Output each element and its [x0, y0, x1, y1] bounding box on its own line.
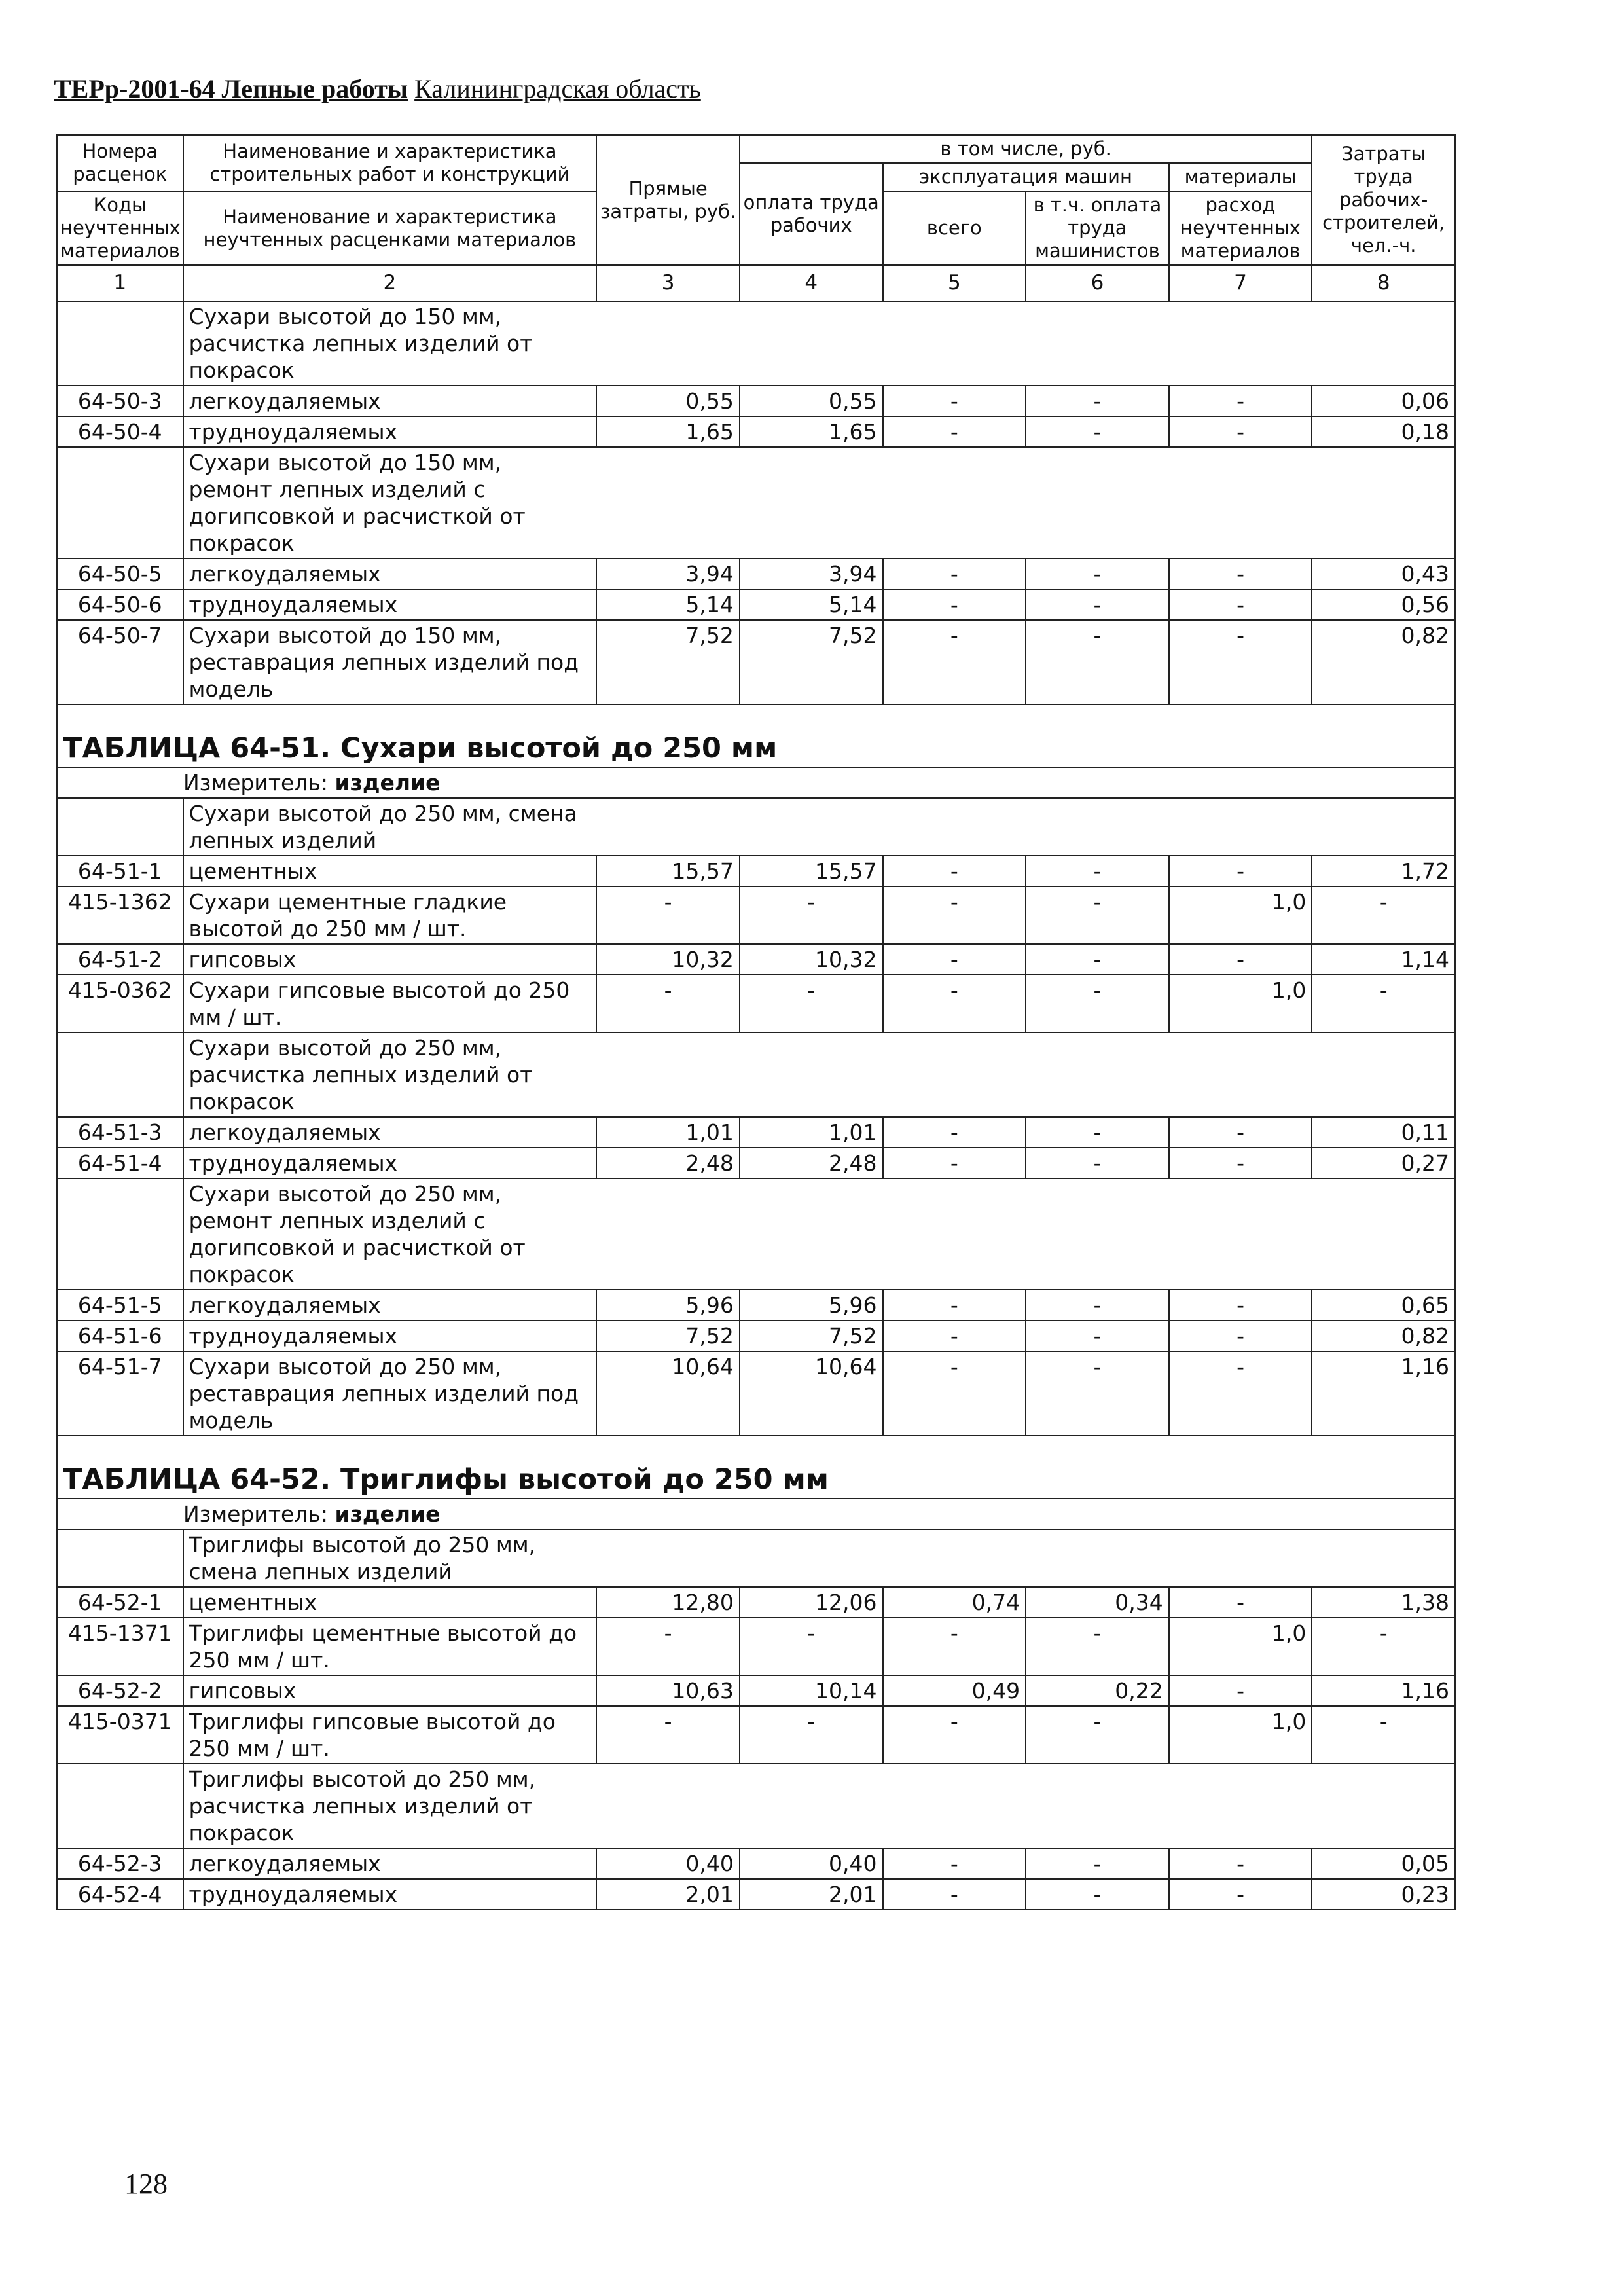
material-consumption: 1,0	[1169, 886, 1312, 944]
col-header-machines: эксплуатация машин	[883, 163, 1169, 191]
material-consumption: -	[1169, 1148, 1312, 1178]
col-header-direct-costs: Прямые затраты, руб.	[596, 135, 740, 265]
labor-costs: -	[1312, 886, 1455, 944]
direct-costs: 1,65	[596, 416, 740, 447]
rate-code: 64-50-6	[57, 589, 183, 620]
table-row	[57, 620, 1455, 704]
work-name: гипсовых	[183, 944, 597, 975]
rate-code: 64-51-6	[57, 1321, 183, 1351]
material-consumption: -	[1169, 386, 1312, 416]
wages: 1,65	[740, 416, 883, 447]
operator-wages: -	[1026, 856, 1169, 886]
group-header-row	[57, 1764, 1455, 1848]
group-header-row	[57, 1178, 1455, 1290]
material-consumption: -	[1169, 1351, 1312, 1436]
machines-total: -	[883, 1879, 1026, 1910]
wages: 5,96	[740, 1290, 883, 1321]
material-consumption: -	[1169, 1587, 1312, 1618]
labor-costs: 0,43	[1312, 558, 1455, 589]
measure-value: изделие	[334, 1501, 441, 1527]
direct-costs: 7,52	[596, 620, 740, 704]
wages: 10,64	[740, 1351, 883, 1436]
column-number: 4	[740, 265, 883, 301]
measure-row	[57, 767, 1455, 798]
table-row	[57, 1117, 1455, 1148]
col-header-rate-numbers: Номера расценок	[57, 135, 183, 191]
wages: 2,48	[740, 1148, 883, 1178]
labor-costs: -	[1312, 1618, 1455, 1675]
table-row	[57, 1351, 1455, 1436]
material-consumption: 1,0	[1169, 1706, 1312, 1764]
labor-costs: 0,82	[1312, 620, 1455, 704]
direct-costs: 5,14	[596, 589, 740, 620]
labor-costs: 0,27	[1312, 1148, 1455, 1178]
labor-costs: 0,18	[1312, 416, 1455, 447]
operator-wages: -	[1026, 1148, 1169, 1178]
operator-wages: -	[1026, 1706, 1169, 1764]
region-name: Калининградская область	[414, 74, 701, 103]
direct-costs: 2,48	[596, 1148, 740, 1178]
direct-costs: 3,94	[596, 558, 740, 589]
operator-wages: 0,22	[1026, 1675, 1169, 1706]
machines-total: -	[883, 1351, 1026, 1436]
material-name: Сухари гипсовые высотой до 250 мм / шт.	[183, 975, 597, 1032]
machines-total: -	[883, 975, 1026, 1032]
labor-costs: 0,65	[1312, 1290, 1455, 1321]
machines-total: -	[883, 558, 1026, 589]
operator-wages: -	[1026, 1351, 1169, 1436]
document-header	[54, 73, 701, 104]
labor-costs: 0,05	[1312, 1848, 1455, 1879]
wages: 3,94	[740, 558, 883, 589]
material-name: Сухари цементные гладкие высотой до 250 мм / шт.	[183, 886, 597, 944]
work-name: легкоудаляемых	[183, 558, 597, 589]
machines-total: -	[883, 589, 1026, 620]
table-title-64-51: ТАБЛИЦА 64-51. Сухари высотой до 250 мм	[57, 704, 1455, 767]
material-consumption: -	[1169, 1879, 1312, 1910]
direct-costs: -	[596, 886, 740, 944]
work-name: трудноудаляемых	[183, 1148, 597, 1178]
group-title: Триглифы высотой до 250 мм, расчистка лепных изделий от покрасок	[183, 1764, 597, 1848]
labor-costs: 0,23	[1312, 1879, 1455, 1910]
work-name: легкоудаляемых	[183, 1290, 597, 1321]
direct-costs: 5,96	[596, 1290, 740, 1321]
work-name: Сухари высотой до 150 мм, реставрация лепных изделий под модель	[183, 620, 597, 704]
operator-wages: -	[1026, 416, 1169, 447]
work-name: гипсовых	[183, 1675, 597, 1706]
labor-costs: 0,82	[1312, 1321, 1455, 1351]
machines-total: -	[883, 1290, 1026, 1321]
direct-costs: 1,01	[596, 1117, 740, 1148]
group-title: Сухари высотой до 150 мм, ремонт лепных изделий с догипсовкой и расчисткой от покрасок	[183, 447, 597, 558]
measure-row	[57, 1499, 1455, 1529]
direct-costs: 10,64	[596, 1351, 740, 1436]
material-code: 415-1371	[57, 1618, 183, 1675]
material-consumption: -	[1169, 558, 1312, 589]
group-title: Триглифы высотой до 250 мм, смена лепных изделий	[183, 1529, 597, 1587]
labor-costs: 0,06	[1312, 386, 1455, 416]
operator-wages: -	[1026, 1879, 1169, 1910]
group-header-row	[57, 301, 1455, 386]
operator-wages: -	[1026, 975, 1169, 1032]
direct-costs: 10,63	[596, 1675, 740, 1706]
wages: 0,55	[740, 386, 883, 416]
work-name: легкоудаляемых	[183, 1117, 597, 1148]
material-name: Триглифы цементные высотой до 250 мм / шт.	[183, 1618, 597, 1675]
labor-costs: 1,16	[1312, 1675, 1455, 1706]
material-code: 415-1362	[57, 886, 183, 944]
col-header-labor-costs: Затраты труда рабочих-строителей, чел.-ч.	[1312, 135, 1455, 265]
operator-wages: -	[1026, 886, 1169, 944]
work-name: цементных	[183, 856, 597, 886]
machines-total: -	[883, 416, 1026, 447]
measure-prefix: Измеритель:	[183, 770, 329, 795]
material-consumption: 1,0	[1169, 975, 1312, 1032]
material-consumption: -	[1169, 416, 1312, 447]
machines-total: -	[883, 1848, 1026, 1879]
material-name: Триглифы гипсовые высотой до 250 мм / шт.	[183, 1706, 597, 1764]
table-row	[57, 856, 1455, 886]
wages: -	[740, 1706, 883, 1764]
material-consumption: -	[1169, 944, 1312, 975]
table-row	[57, 589, 1455, 620]
table-row	[57, 558, 1455, 589]
wages: 1,01	[740, 1117, 883, 1148]
group-header-row	[57, 447, 1455, 558]
col-header-material-consumption: расход неучтенных материалов	[1169, 191, 1312, 265]
col-header-in-that-number: в том числе, руб.	[740, 135, 1312, 163]
material-code: 415-0362	[57, 975, 183, 1032]
measure-unit	[57, 1499, 1455, 1529]
measure-value: изделие	[334, 770, 441, 795]
machines-total: -	[883, 1321, 1026, 1351]
machines-total: -	[883, 386, 1026, 416]
material-consumption: 1,0	[1169, 1618, 1312, 1675]
rate-code: 64-50-7	[57, 620, 183, 704]
labor-costs: 0,56	[1312, 589, 1455, 620]
machines-total: -	[883, 1706, 1026, 1764]
labor-costs: -	[1312, 975, 1455, 1032]
rate-code: 64-51-7	[57, 1351, 183, 1436]
material-row	[57, 1618, 1455, 1675]
table-row	[57, 1290, 1455, 1321]
machines-total: -	[883, 620, 1026, 704]
machines-total: -	[883, 1618, 1026, 1675]
header-row	[57, 135, 1455, 163]
rate-code: 64-50-5	[57, 558, 183, 589]
operator-wages: -	[1026, 1290, 1169, 1321]
machines-total: 0,49	[883, 1675, 1026, 1706]
col-header-materials: материалы	[1169, 163, 1312, 191]
work-name: трудноудаляемых	[183, 416, 597, 447]
direct-costs: 0,55	[596, 386, 740, 416]
wages: 7,52	[740, 1321, 883, 1351]
document-code: ТЕРр-2001-64 Лепные работы	[54, 74, 408, 103]
col-header-machines-total: всего	[883, 191, 1026, 265]
operator-wages: -	[1026, 1117, 1169, 1148]
direct-costs: -	[596, 975, 740, 1032]
column-number: 2	[183, 265, 597, 301]
material-consumption: -	[1169, 1848, 1312, 1879]
material-row	[57, 975, 1455, 1032]
rate-code: 64-51-4	[57, 1148, 183, 1178]
direct-costs: 12,80	[596, 1587, 740, 1618]
work-name: легкоудаляемых	[183, 386, 597, 416]
labor-costs: 0,11	[1312, 1117, 1455, 1148]
table-title-row	[57, 704, 1455, 767]
rate-code: 64-51-2	[57, 944, 183, 975]
machines-total: -	[883, 1117, 1026, 1148]
table-row	[57, 1675, 1455, 1706]
material-consumption: -	[1169, 620, 1312, 704]
labor-costs: 1,72	[1312, 856, 1455, 886]
direct-costs: 2,01	[596, 1879, 740, 1910]
material-consumption: -	[1169, 1117, 1312, 1148]
rate-code: 64-50-3	[57, 386, 183, 416]
table-row	[57, 386, 1455, 416]
wages: -	[740, 975, 883, 1032]
operator-wages: -	[1026, 386, 1169, 416]
operator-wages: -	[1026, 558, 1169, 589]
material-row	[57, 1706, 1455, 1764]
rate-code: 64-52-3	[57, 1848, 183, 1879]
group-header-row	[57, 1032, 1455, 1117]
rate-code: 64-51-1	[57, 856, 183, 886]
column-number: 1	[57, 265, 183, 301]
wages: 7,52	[740, 620, 883, 704]
wages: 12,06	[740, 1587, 883, 1618]
wages: -	[740, 1618, 883, 1675]
wages: -	[740, 886, 883, 944]
wages: 10,14	[740, 1675, 883, 1706]
group-header-row	[57, 798, 1455, 856]
col-header-material-names: Наименование и характеристика неучтенных расценками материалов	[183, 191, 597, 265]
table-title-64-52: ТАБЛИЦА 64-52. Триглифы высотой до 250 мм	[57, 1436, 1455, 1499]
material-row	[57, 886, 1455, 944]
column-number: 5	[883, 265, 1026, 301]
work-name: легкоудаляемых	[183, 1848, 597, 1879]
operator-wages: 0,34	[1026, 1587, 1169, 1618]
labor-costs: -	[1312, 1706, 1455, 1764]
labor-costs: 1,14	[1312, 944, 1455, 975]
column-number: 3	[596, 265, 740, 301]
column-number: 7	[1169, 265, 1312, 301]
group-title: Сухари высотой до 250 мм, смена лепных изделий	[183, 798, 597, 856]
wages: 15,57	[740, 856, 883, 886]
labor-costs: 1,16	[1312, 1351, 1455, 1436]
measure-unit	[57, 767, 1455, 798]
price-table	[56, 134, 1456, 1910]
machines-total: -	[883, 1148, 1026, 1178]
column-number: 6	[1026, 265, 1169, 301]
material-consumption: -	[1169, 1675, 1312, 1706]
work-name: трудноудаляемых	[183, 1321, 597, 1351]
operator-wages: -	[1026, 944, 1169, 975]
material-consumption: -	[1169, 856, 1312, 886]
rate-code: 64-52-4	[57, 1879, 183, 1910]
machines-total: -	[883, 856, 1026, 886]
wages: 0,40	[740, 1848, 883, 1879]
direct-costs: 15,57	[596, 856, 740, 886]
operator-wages: -	[1026, 1848, 1169, 1879]
table-row	[57, 944, 1455, 975]
wages: 10,32	[740, 944, 883, 975]
material-code: 415-0371	[57, 1706, 183, 1764]
machines-total: -	[883, 944, 1026, 975]
group-title: Сухари высотой до 250 мм, ремонт лепных изделий с догипсовкой и расчисткой от покрасок	[183, 1178, 597, 1290]
material-consumption: -	[1169, 589, 1312, 620]
page-number: 128	[124, 2168, 168, 2200]
col-header-material-codes: Коды неучтенных материалов	[57, 191, 183, 265]
direct-costs: 7,52	[596, 1321, 740, 1351]
group-title: Сухари высотой до 250 мм, расчистка лепных изделий от покрасок	[183, 1032, 597, 1117]
rate-code: 64-51-5	[57, 1290, 183, 1321]
operator-wages: -	[1026, 1321, 1169, 1351]
labor-costs: 1,38	[1312, 1587, 1455, 1618]
material-consumption: -	[1169, 1290, 1312, 1321]
direct-costs: 10,32	[596, 944, 740, 975]
table-row	[57, 1848, 1455, 1879]
column-numbers-row	[57, 265, 1455, 301]
table-row	[57, 1587, 1455, 1618]
work-name: трудноудаляемых	[183, 589, 597, 620]
wages: 2,01	[740, 1879, 883, 1910]
table-row	[57, 1148, 1455, 1178]
work-name: трудноудаляемых	[183, 1879, 597, 1910]
rate-code: 64-50-4	[57, 416, 183, 447]
group-header-row	[57, 1529, 1455, 1587]
column-number: 8	[1312, 265, 1455, 301]
table-title-row	[57, 1436, 1455, 1499]
col-header-wages: оплата труда рабочих	[740, 163, 883, 265]
wages: 5,14	[740, 589, 883, 620]
work-name: Сухари высотой до 250 мм, реставрация лепных изделий под модель	[183, 1351, 597, 1436]
operator-wages: -	[1026, 1618, 1169, 1675]
table-row	[57, 1879, 1455, 1910]
operator-wages: -	[1026, 589, 1169, 620]
table-row	[57, 1321, 1455, 1351]
rate-code: 64-51-3	[57, 1117, 183, 1148]
rate-code: 64-52-1	[57, 1587, 183, 1618]
material-consumption: -	[1169, 1321, 1312, 1351]
rate-code: 64-52-2	[57, 1675, 183, 1706]
operator-wages: -	[1026, 620, 1169, 704]
measure-prefix: Измеритель:	[183, 1501, 329, 1527]
col-header-work-name: Наименование и характеристика строительных работ и конструкций	[183, 135, 597, 191]
table-row	[57, 416, 1455, 447]
col-header-operator-wages: в т.ч. оплата труда машинистов	[1026, 191, 1169, 265]
direct-costs: -	[596, 1618, 740, 1675]
machines-total: -	[883, 886, 1026, 944]
group-title: Сухари высотой до 150 мм, расчистка лепных изделий от покрасок	[183, 301, 597, 386]
direct-costs: 0,40	[596, 1848, 740, 1879]
machines-total: 0,74	[883, 1587, 1026, 1618]
work-name: цементных	[183, 1587, 597, 1618]
direct-costs: -	[596, 1706, 740, 1764]
